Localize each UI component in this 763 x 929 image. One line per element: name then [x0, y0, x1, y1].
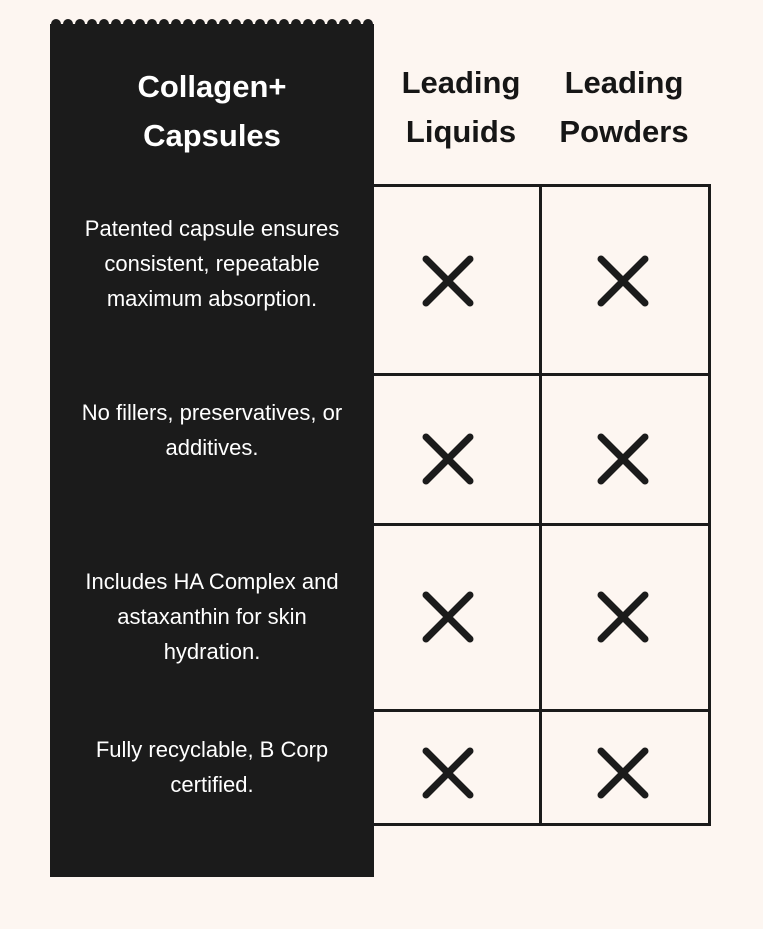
feature-label: Includes HA Complex and astaxanthin for skin hydration. [85, 569, 339, 664]
feature-label: No fillers, preservatives, or additives. [81, 400, 343, 460]
brand-panel [50, 24, 374, 877]
cross-icon [595, 431, 651, 487]
grid-divider-vertical [539, 187, 542, 823]
cross-icon [420, 589, 476, 645]
column-header-line2: Liquids [405, 114, 517, 149]
feature-label: Fully recyclable, B Corp certified. [95, 737, 329, 797]
scalloped-edge [50, 19, 374, 29]
product-title-line1: Collagen+ [137, 69, 287, 104]
grid-divider-horizontal [373, 523, 708, 526]
column-header-line2: Powders [559, 114, 689, 149]
column-header-leading-liquids [376, 58, 546, 156]
comparison-grid [373, 184, 711, 826]
cross-icon [595, 745, 651, 801]
cross-icon [420, 253, 476, 309]
cross-icon [595, 589, 651, 645]
grid-divider-horizontal [373, 373, 708, 376]
cross-icon [595, 253, 651, 309]
feature-label: Patented capsule ensures consistent, repeatable maximum absorption. [84, 216, 340, 311]
product-title [50, 62, 374, 160]
cross-icon [420, 431, 476, 487]
cross-icon [420, 745, 476, 801]
column-header-leading-powders [539, 58, 709, 156]
grid-divider-horizontal [373, 709, 708, 712]
column-header-line1: Leading [564, 65, 684, 100]
product-title-line2: Capsules [143, 118, 281, 153]
column-header-line1: Leading [401, 65, 521, 100]
